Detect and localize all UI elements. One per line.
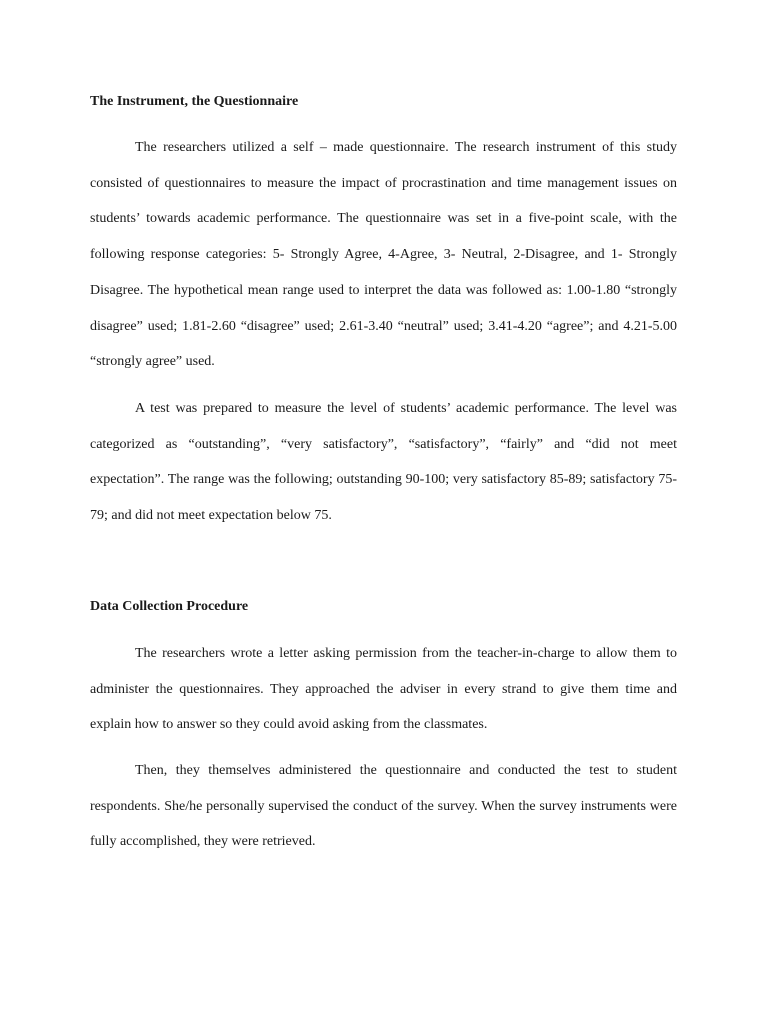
section-heading-data-collection: Data Collection Procedure <box>90 599 249 614</box>
paragraph-administration: Then, they themselves administered the questionnaire and conducted the test to student respondents. She/he personally supervised the conduct of the survey. When the survey instruments were fully accomplished, they were retrieved. <box>90 763 677 850</box>
section-heading-instrument: The Instrument, the Questionnaire <box>90 94 299 109</box>
paragraph-permission-letter: The researchers wrote a letter asking permission from the teacher-in-charge to allow them to administer the questionnaires. They approached the adviser in every strand to give them time and explain how to answer so they could avoid asking from the classmates. <box>90 646 677 733</box>
paragraph-questionnaire-description: The researchers utilized a self – made questionnaire. The research instrument of this study consisted of questionnaires to measure the impact of procrastination and time management issues on students’ towards academic performance. The questionnaire was set in a five-point scale, with the following response categories: 5- Strongly Agree, 4-Agree, 3- Neutral, 2-Disagree, and 1- Strongly Disagree. The hypothetical mean range used to interpret the data was followed as: 1.00-1.80 “strongly disagree” used; 1.81-2.60 “disagree” used; 2.61-3.40 “neutral” used; 3.41-4.20 “agree”; and 4.21-5.00 “strongly agree” used. <box>90 140 677 370</box>
paragraph-test-description: A test was prepared to measure the level of students’ academic performance. The level was categorized as “outstanding”, “very satisfactory”, “satisfactory”, “fairly” and “did not meet expectation”. The range was the following; outstanding 90-100; very satisfactory 85-89; satisfactory 75-79; and did not meet expectation below 75. <box>90 401 677 524</box>
